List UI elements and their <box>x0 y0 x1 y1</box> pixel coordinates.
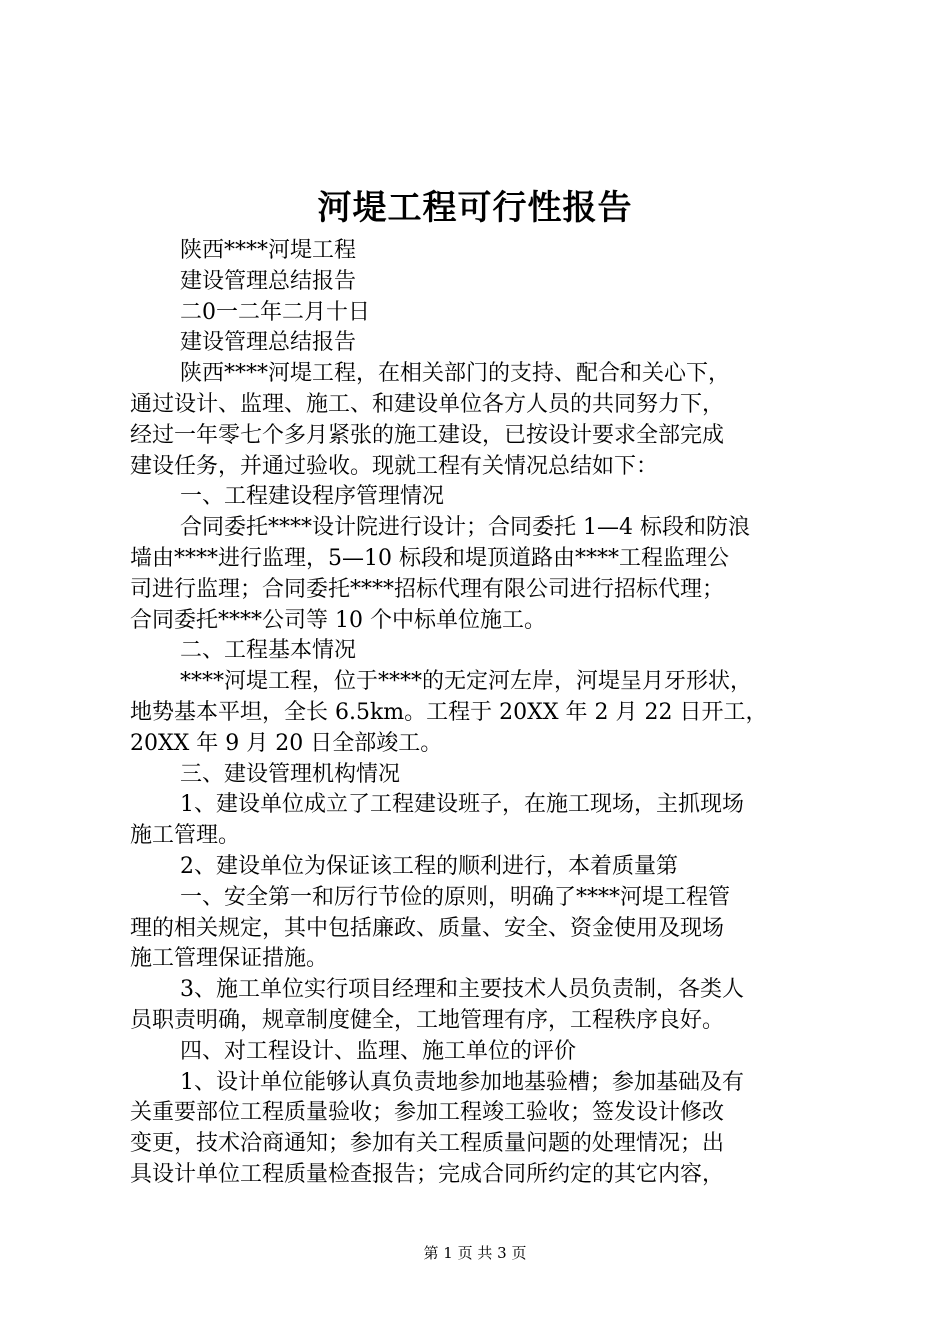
body-line: 3、施工单位实行项目经理和主要技术人员负责制，各类人 <box>180 977 744 1003</box>
body-line: 陕西****河堤工程 <box>180 238 357 263</box>
body-line: 员职责明确，规章制度健全，工地管理有序，工程秩序良好。 <box>130 1007 725 1033</box>
body-line: ****河堤工程，位于****的无定河左岸，河堤呈月牙形状， <box>180 669 753 695</box>
document-title: 河堤工程可行性报告 <box>317 188 633 228</box>
body-line: 建设管理总结报告 <box>180 268 357 294</box>
body-line: 理的相关规定，其中包括廉政、质量、安全、资金使用及现场 <box>130 915 725 941</box>
body-line: 建设任务，并通过验收。现就工程有关情况总结如下： <box>130 453 659 479</box>
body-line: 具设计单位工程质量检查报告；完成合同所约定的其它内容， <box>130 1161 725 1187</box>
body-line: 建设管理总结报告 <box>180 330 357 356</box>
body-line: 墙由****进行监理，5—10 标段和堤顶道路由****工程监理公 <box>130 545 729 571</box>
body-line: 施工管理保证措施。 <box>130 946 329 972</box>
body-line: 2、建设单位为保证该工程的顺利进行，本着质量第 <box>180 853 678 879</box>
body-line: 施工管理。 <box>130 823 241 849</box>
body-line: 陕西****河堤工程，在相关部门的支持、配合和关心下， <box>180 361 731 387</box>
body-line: 二0一二年二月十日 <box>180 299 370 325</box>
body-line: 20XX 年 9 月 20 日全部竣工。 <box>130 730 443 756</box>
body-line: 关重要部位工程质量验收；参加工程竣工验收；签发设计修改 <box>130 1100 725 1126</box>
page-footer: 第 1 页 共 3 页 <box>423 1244 527 1262</box>
section-heading: 四、对工程设计、监理、施工单位的评价 <box>180 1038 577 1064</box>
body-line: 合同委托****设计院进行设计；合同委托 1—4 标段和防浪 <box>180 515 750 541</box>
body-line: 合同委托****公司等 10 个中标单位施工。 <box>130 607 546 633</box>
section-heading: 二、工程基本情况 <box>180 638 357 664</box>
body-line: 1、建设单位成立了工程建设班子，在施工现场，主抓现场 <box>180 792 744 818</box>
body-line: 一、安全第一和厉行节俭的原则，明确了****河堤工程管 <box>180 884 731 910</box>
body-line: 地势基本平坦，全长 6.5km。工程于 20XX 年 2 月 22 日开工， <box>130 699 768 725</box>
body-line: 经过一年零七个多月紧张的施工建设，已按设计要求全部完成 <box>130 422 725 448</box>
body-line: 1、设计单位能够认真负责地参加地基验槽；参加基础及有 <box>180 1069 744 1095</box>
body-line: 变更，技术洽商通知；参加有关工程质量问题的处理情况；出 <box>130 1131 725 1157</box>
section-heading: 三、建设管理机构情况 <box>180 761 401 787</box>
section-heading: 一、工程建设程序管理情况 <box>180 484 445 510</box>
body-line: 司进行监理；合同委托****招标代理有限公司进行招标代理； <box>130 576 725 602</box>
body-line: 通过设计、监理、施工、和建设单位各方人员的共同努力下， <box>130 391 725 417</box>
document-body <box>130 236 830 1191</box>
